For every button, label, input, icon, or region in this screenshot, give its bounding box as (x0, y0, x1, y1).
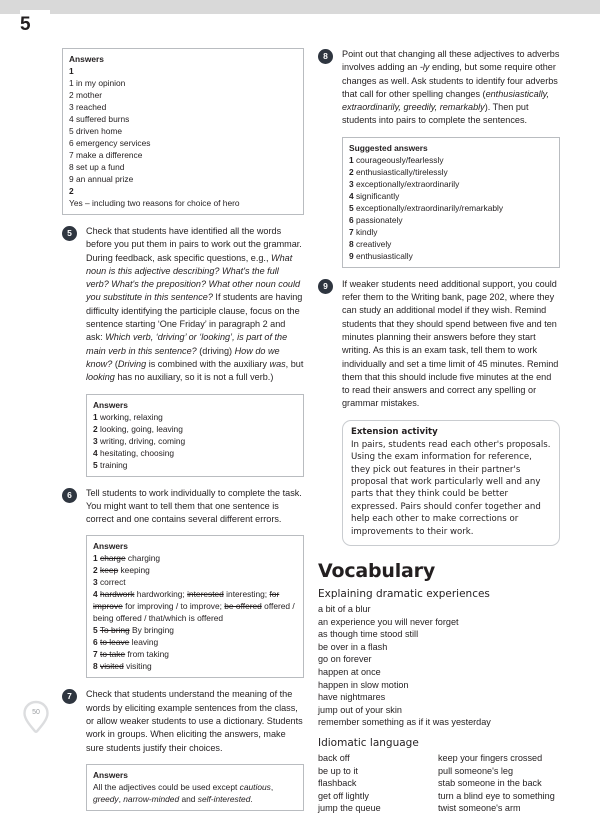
answer-line: 3 reached (69, 102, 107, 112)
answers-box-exercise-6 (86, 535, 304, 678)
answer-line: 7 kindly (349, 226, 378, 237)
step-text: Point out that changing all these adjectives to adverbs involves adding an -ly ending, but some require other changes as well. Ask students to identify four adverbs that call for other spelling changes (enthusiastically, extraordinarily, greedily, remarkably). Then put students into pairs to complete the sentences. (342, 49, 560, 126)
vocabulary-item: have nightmares (318, 692, 386, 703)
vocabulary-item: turn a blind eye to something (438, 790, 555, 801)
extension-activity-title: Extension activity (351, 426, 438, 437)
answer-line: 9 an annual prize (69, 174, 134, 184)
answer-line: 6 to leave leaving (93, 637, 159, 648)
answers-box-exercise-5 (86, 394, 304, 477)
answer-line: Yes – including two reasons for choice of hero (69, 198, 240, 208)
extension-activity-text: In pairs, students read each other's proposals. Using the exam information for reference, they pick out features in their partner's proposal that work particularly well and any parts that they think could be better expressed. Pairs should confer together and help each other to make corrections or improvements to their work. (351, 439, 551, 537)
vocabulary-item: back off (318, 752, 350, 763)
step-number-marker: 7 (62, 689, 77, 704)
step-text: Check that students have identified all the words before you put them in pairs to work out the grammar. During feedback, ask specific questions, e.g., What noun is this adjective describing? What's the full verb? What's the preposition? What other noun could you substitute in this sentence? If students are having difficulty identifying the participle clause, focus on the sentence starting ‘One Friday’ in paragraph 2 and ask: Which verb, ‘driving’ or ‘looking’, is part of the main verb in this sentence? (driving) How do we know? (Driving is combined with the auxiliary was, but looking has no auxiliary, so it is not a full verb.) (86, 226, 304, 383)
vocabulary-item: remember something as if it was yesterday (318, 717, 491, 728)
vocabulary-item: an experience you will never forget (318, 616, 459, 627)
vocabulary-item: get off lightly (318, 790, 369, 801)
answer-line: All the adjectives could be used except cautious, greedy, narrow-minded and self-interested. (93, 781, 274, 804)
vocabulary-item: as though time stood still (318, 629, 419, 640)
vocabulary-subheading-dramatic: Explaining dramatic experiences (318, 588, 490, 600)
step-text: Tell students to work individually to complete the task. You might want to tell them that one sentence is correct and one contains several different errors. (86, 487, 302, 525)
suggested-answers-box-exercise-8 (342, 137, 560, 268)
left-column (62, 48, 304, 821)
answer-line: 2 looking, going, leaving (93, 423, 183, 434)
vocabulary-subheading-idiomatic: Idiomatic language (318, 736, 419, 749)
map-pin-icon (22, 700, 50, 734)
answers-title: Answers (93, 399, 128, 410)
answer-line: 4 hardwork hardworking; interested interesting; for improve for improving / to improve; be offered offered / being offered / that/which is offered (93, 589, 295, 624)
step-8 (318, 48, 560, 128)
vocabulary-item: jump the queue (318, 803, 381, 814)
answer-line: 6 passionately (349, 214, 403, 225)
answer-line: 8 visited visiting (93, 661, 152, 672)
step-number-marker: 5 (62, 226, 77, 241)
vocabulary-item: pull someone's leg (438, 765, 514, 776)
answer-line: 5 training (93, 459, 128, 470)
vocabulary-item: twist someone's arm (438, 803, 521, 814)
answer-line: 5 To bring By bringing (93, 625, 174, 636)
answer-line: 1 charge charging (93, 553, 161, 564)
answer-line: 8 set up a fund (69, 162, 125, 172)
answer-line: 5 driven home (69, 126, 123, 136)
answers-box-exercise-4 (62, 48, 304, 215)
vocabulary-item: go on forever (318, 654, 372, 665)
step-6 (62, 487, 304, 527)
answer-line: 3 exceptionally/extraordinarily (349, 178, 460, 189)
answer-line: 2 keep keeping (93, 565, 150, 576)
vocabulary-item: happen in slow motion (318, 679, 409, 690)
answer-line: 2 mother (69, 90, 103, 100)
vocabulary-section (318, 560, 560, 815)
extension-activity-box (342, 420, 560, 546)
answers-title: Answers (93, 541, 128, 552)
answer-line: 4 suffered burns (69, 114, 130, 124)
vocabulary-item: flashback (318, 778, 357, 789)
idiomatic-language-list (318, 752, 560, 815)
answer-line: 5 exceptionally/extraordinarily/remarkably (349, 202, 504, 213)
answer-line: 1 courageously/fearlessly (349, 154, 444, 165)
top-band (0, 0, 600, 14)
vocabulary-item: be over in a flash (318, 641, 388, 652)
vocabulary-item: be up to it (318, 765, 358, 776)
step-number-marker: 9 (318, 279, 333, 294)
answer-line: 3 writing, driving, coming (93, 435, 186, 446)
step-text: If weaker students need additional support, you could refer them to the Writing bank, page 202, where they can study an additional model if they wish. Remind students that they should spend between five and ten minutes planning their answers before they start writing. As this is an exam task, tell them to work individually and set a time limit of 45 minutes. Remind them that this should include five minutes at the end to read their answers and correct any spelling or grammar mistakes. (342, 278, 559, 409)
vocabulary-item: happen at once (318, 666, 381, 677)
answers-title: Answers (93, 769, 128, 780)
answer-group-label: 1 (69, 66, 74, 76)
answer-line: 7 make a difference (69, 150, 143, 160)
answer-line: 6 emergency services (69, 138, 151, 148)
vocabulary-item: keep your fingers crossed (438, 752, 543, 763)
step-text: Check that students understand the meaning of the words by eliciting example sentences from the class, or allow weaker students to use a dictionary. Students work in groups. When eliciting the answers, make sure students justify their choices. (86, 689, 303, 753)
step-number-marker: 6 (62, 488, 77, 503)
answer-line: 1 in my opinion (69, 78, 126, 88)
step-5 (62, 225, 304, 385)
answer-line: 2 enthusiastically/tirelessly (349, 166, 448, 177)
answer-line: 7 to take from taking (93, 649, 169, 660)
step-9 (318, 278, 560, 411)
answer-line: 8 creatively (349, 238, 392, 249)
idiom-column-right (438, 752, 558, 815)
step-number-marker: 8 (318, 49, 333, 64)
vocabulary-item: a bit of a blur (318, 604, 371, 614)
vocabulary-item: jump out of your skin (318, 704, 402, 715)
answer-group-label: 2 (69, 186, 74, 196)
answer-line: 9 enthusiastically (349, 250, 413, 261)
step-7 (62, 688, 304, 754)
answers-box-exercise-7 (86, 764, 304, 811)
answers-title: Suggested answers (349, 142, 428, 153)
page-number: 50 (32, 709, 40, 716)
idiom-column-left (318, 752, 438, 815)
vocabulary-item: stab someone in the back (438, 778, 542, 789)
vocabulary-list-dramatic (318, 603, 560, 729)
right-column (318, 48, 560, 815)
answers-title: Answers (69, 54, 104, 64)
answer-line: 4 significantly (349, 190, 400, 201)
unit-number: 5 (20, 10, 50, 40)
answer-line: 3 correct (93, 577, 126, 588)
answer-line: 1 working, relaxing (93, 411, 163, 422)
vocabulary-heading: Vocabulary (318, 560, 436, 582)
answer-line: 4 hesitating, choosing (93, 447, 175, 458)
page-body (0, 48, 600, 814)
